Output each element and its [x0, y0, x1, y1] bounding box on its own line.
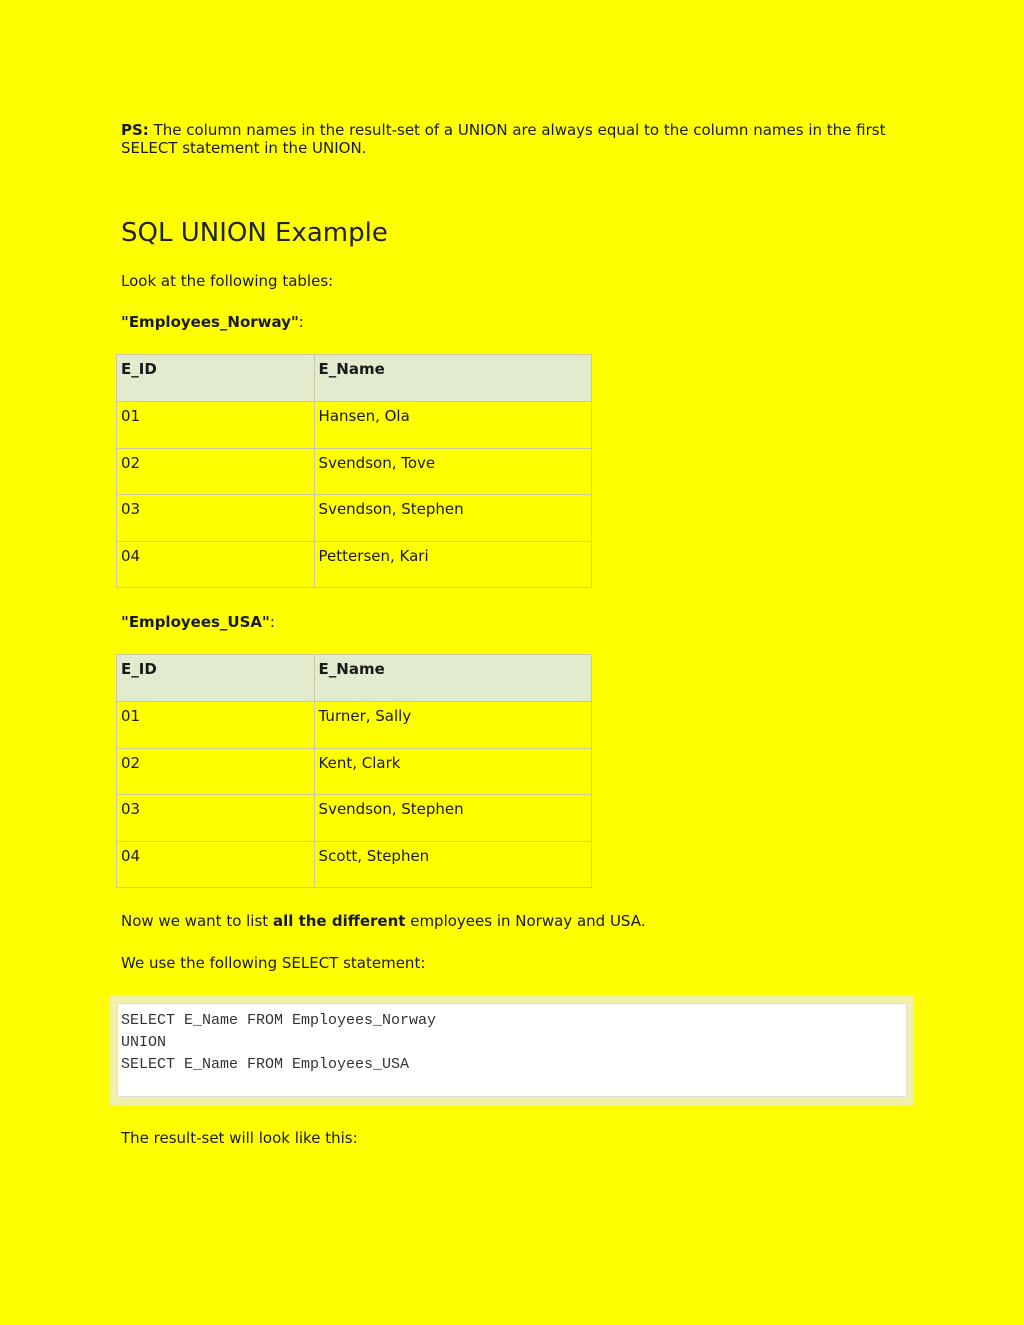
table-cell: 02 [117, 448, 315, 495]
table-row [117, 541, 592, 588]
goal-statement [121, 912, 646, 930]
table-name-suffix: : [298, 313, 304, 331]
intro-text: Look at the following tables: [121, 272, 334, 290]
table-row [117, 748, 592, 795]
table-cell: Svendson, Stephen [314, 795, 591, 842]
union-note [121, 121, 911, 157]
statement-after: employees in Norway and USA. [405, 912, 646, 930]
table-row [117, 702, 592, 749]
table-cell: Scott, Stephen [314, 841, 591, 888]
table-label-norway [121, 313, 304, 331]
code-line: SELECT E_Name FROM Employees_Norway [121, 1012, 437, 1029]
code-example-box [110, 995, 914, 1105]
table-row [117, 495, 592, 542]
table-cell: 04 [117, 541, 315, 588]
table-row [117, 448, 592, 495]
result-text: The result-set will look like this: [121, 1129, 358, 1147]
section-title: SQL UNION Example [121, 218, 388, 248]
table-cell: Pettersen, Kari [314, 541, 591, 588]
note-prefix: PS: [121, 121, 149, 139]
table-name: "Employees_Norway" [121, 313, 299, 331]
table-row [117, 841, 592, 888]
section-divider [121, 193, 905, 194]
note-text: The column names in the result-set of a UNION are always equal to the column names in the first SELECT statement in the UNION. [121, 121, 886, 157]
column-header: E_Name [314, 655, 591, 702]
table-row [117, 402, 592, 449]
table-cell: Svendson, Tove [314, 448, 591, 495]
table-cell: Hansen, Ola [314, 402, 591, 449]
employees-norway-table [116, 354, 592, 588]
column-header: E_Name [314, 355, 591, 402]
table-cell: Svendson, Stephen [314, 495, 591, 542]
table-cell: Turner, Sally [314, 702, 591, 749]
table-cell: Kent, Clark [314, 748, 591, 795]
employees-usa-table [116, 654, 592, 888]
table-cell: 03 [117, 795, 315, 842]
table-header-row [117, 655, 592, 702]
table-name-suffix: : [269, 613, 275, 631]
table-cell: 01 [117, 702, 315, 749]
use-statement-text: We use the following SELECT statement: [121, 954, 426, 972]
statement-before: Now we want to list [121, 912, 273, 930]
table-name: "Employees_USA" [121, 613, 270, 631]
table-row [117, 795, 592, 842]
statement-emphasis: all the different [272, 912, 406, 930]
code-block[interactable] [117, 1003, 907, 1097]
code-line: SELECT E_Name FROM Employees_USA [121, 1056, 410, 1073]
column-header: E_ID [117, 355, 315, 402]
table-label-usa [121, 613, 275, 631]
table-cell: 03 [117, 495, 315, 542]
table-cell: 04 [117, 841, 315, 888]
column-header: E_ID [117, 655, 315, 702]
table-cell: 01 [117, 402, 315, 449]
table-cell: 02 [117, 748, 315, 795]
table-header-row [117, 355, 592, 402]
code-line: UNION [121, 1034, 167, 1051]
